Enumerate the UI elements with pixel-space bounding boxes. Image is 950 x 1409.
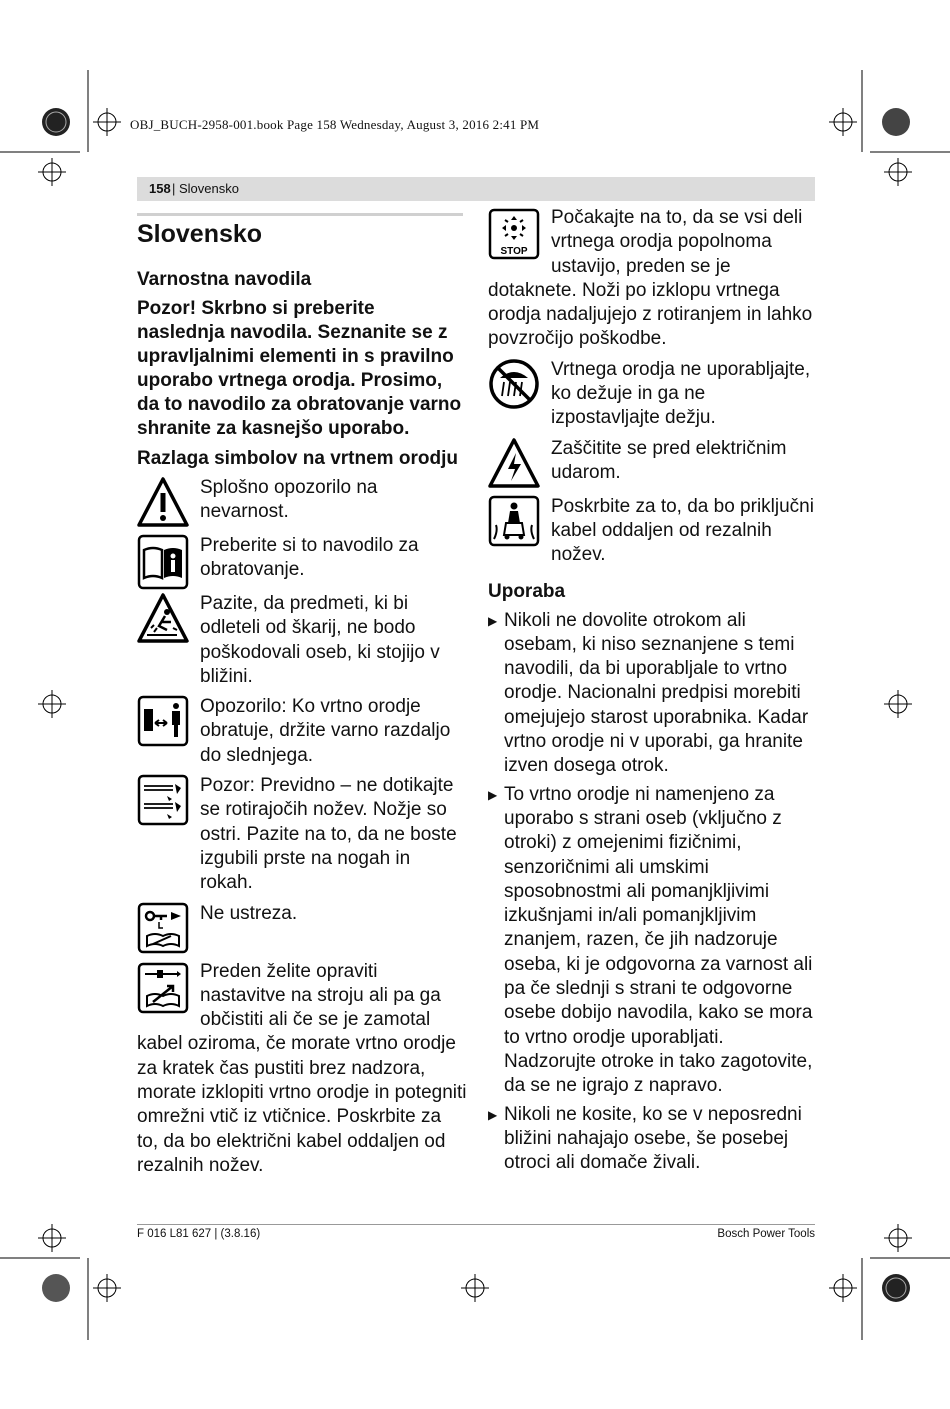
section-title: Slovensko (137, 220, 263, 248)
bullet-marker: ▶ (488, 787, 498, 802)
maintenance-item (137, 960, 467, 1179)
symbol-text: Preberite si to navodilo za obratovanje. (200, 535, 419, 581)
wait-stop-text: Počakajte na to, da se vsi deli vrtnega orodja popolnoma ustavijo, preden se je dotaknete. Noži po izklopu vrtnega orodja nadaljujejo z rotiranjem in lahko povzročijo poškodbe. (488, 207, 813, 350)
warning-triangle-icon (137, 476, 189, 528)
safe-distance-icon (137, 695, 189, 747)
unplug-maintenance-icon (137, 962, 189, 1014)
footer-document-code: F 016 L81 627 | (3.8.16) (137, 1228, 261, 1240)
list-item (488, 609, 818, 779)
flying-debris-icon (137, 592, 189, 644)
electric-shock-icon (488, 437, 540, 489)
symbol-text: Vrtnega orodja ne uporabljajte, ko dežuje in ga ne izpostavljajte dežju. (551, 358, 811, 429)
footer-rule (137, 1224, 815, 1225)
symbol-no-rain (488, 358, 818, 431)
symbol-text: Opozorilo: Ko vrtno orodje obratuje, držite varno razdaljo do slednjega. (200, 696, 451, 766)
symbols-heading: Razlaga simbolov na vrtnem orodju (137, 448, 458, 469)
symbol-text: Ne ustreza. (200, 902, 298, 924)
page-language: Slovensko (179, 181, 239, 196)
usage-heading: Uporaba (488, 580, 566, 602)
print-header: OBJ_BUCH-2958-001.book Page 158 Wednesday, August 3, 2016 2:41 PM (130, 117, 540, 132)
wait-stop-icon (488, 208, 540, 260)
bullet-text: To vrtno orodje ni namenjeno za uporabo s strani oseb (vključno z otroki) z omejenimi fizičnimi, senzoričnimi ali umskimi sposobnostmi ali pomanjkljivimi izkušnjami in/ali pomanjkljivim znanjem, razen, če jih nadzoruje oseba, ki je odgovorna za varnost ali pa če slednji s strani te odgovorne osebe dobijo navodila, kako se mora to vrtno orodje uporabljati. Nadzorujte otroke in tako zagotovite, da se ne igrajo z napravo. (504, 783, 813, 1097)
svg-text:STOP: STOP (500, 246, 528, 257)
symbol-read-manual (137, 534, 467, 586)
symbol-text: Zaščitite se pred električnim udarom. (551, 437, 787, 483)
safety-heading: Varnostna navodila (137, 269, 312, 290)
symbol-text: Pazite, da predmeti, ki bi odleteli od škarij, ne bodo poškodovali oseb, ki stojijo v bližini. (200, 593, 440, 687)
symbol-cable-away (488, 495, 818, 568)
list-item (488, 783, 818, 1099)
left-column (137, 214, 467, 1178)
safety-intro: Pozor! Skrbno si preberite naslednja navodila. Seznanite se z upravljalnimi elementi in s pravilno uporabo vrtnega orodja. Prosimo, da to navodilo za obratovanje varno shranite za kasnejšo uporabo. (137, 298, 462, 439)
symbol-not-applicable (137, 902, 467, 954)
page-bar-separator: | (172, 181, 176, 196)
key-manual-icon (137, 902, 189, 954)
cable-away-icon (488, 495, 540, 547)
wait-stop-item (488, 206, 818, 352)
maintenance-text: Preden želite opraviti nastavitve na stroju ali pa ga občistiti ali če se je zamotal kabel oziroma, če morate vrtno orodje za kratek čas pustiti brez nadzora, morate izklopiti vrtno orodje in potegniti omrežni vtič iz vtičnice. Poskrbite za to, da bo električni kabel oddaljen od rezalnih nožev. (137, 960, 467, 1176)
bullet-marker: ▶ (488, 1107, 498, 1122)
symbol-text: Pozor: Previdno – ne dotikajte se rotirajočih nožev. Nožje so ostri. Pazite na to, da ne boste izgubili prste na nogah in rokah. (200, 775, 457, 894)
bullet-text: Nikoli ne kosite, ko se v neposredni bližini nahajajo osebe, še posebej otroci ali domače živali. (504, 1103, 802, 1174)
bullet-marker: ▶ (488, 613, 498, 628)
page-number: 158 (149, 181, 171, 196)
symbol-safe-distance (137, 695, 467, 768)
symbol-rotating-blades (137, 774, 467, 895)
list-item (488, 1103, 818, 1176)
page-bar (137, 177, 815, 201)
symbol-text: Splošno opozorilo na nevarnost. (200, 477, 378, 523)
symbol-text: Poskrbite za to, da bo priključni kabel oddaljen od rezalnih nožev. (551, 495, 814, 566)
symbol-flying-debris (137, 592, 467, 689)
symbol-electric-shock (488, 437, 818, 489)
footer-brand: Bosch Power Tools (717, 1228, 815, 1240)
read-manual-icon (137, 534, 189, 586)
symbol-general-warning (137, 476, 467, 528)
rotating-blades-icon (137, 774, 189, 826)
right-column (488, 206, 818, 1179)
bullet-text: Nikoli ne dovolite otrokom ali osebam, ki niso seznanjene s temi navodili, da bi uporabljale to vrtno orodje. Nacionalni predpisi morebiti omejujejo starost uporabnika. Kadar vrtno orodje ni v uporabi, ga hranite izven dosega otrok. (504, 609, 809, 777)
no-rain-icon (488, 358, 540, 410)
